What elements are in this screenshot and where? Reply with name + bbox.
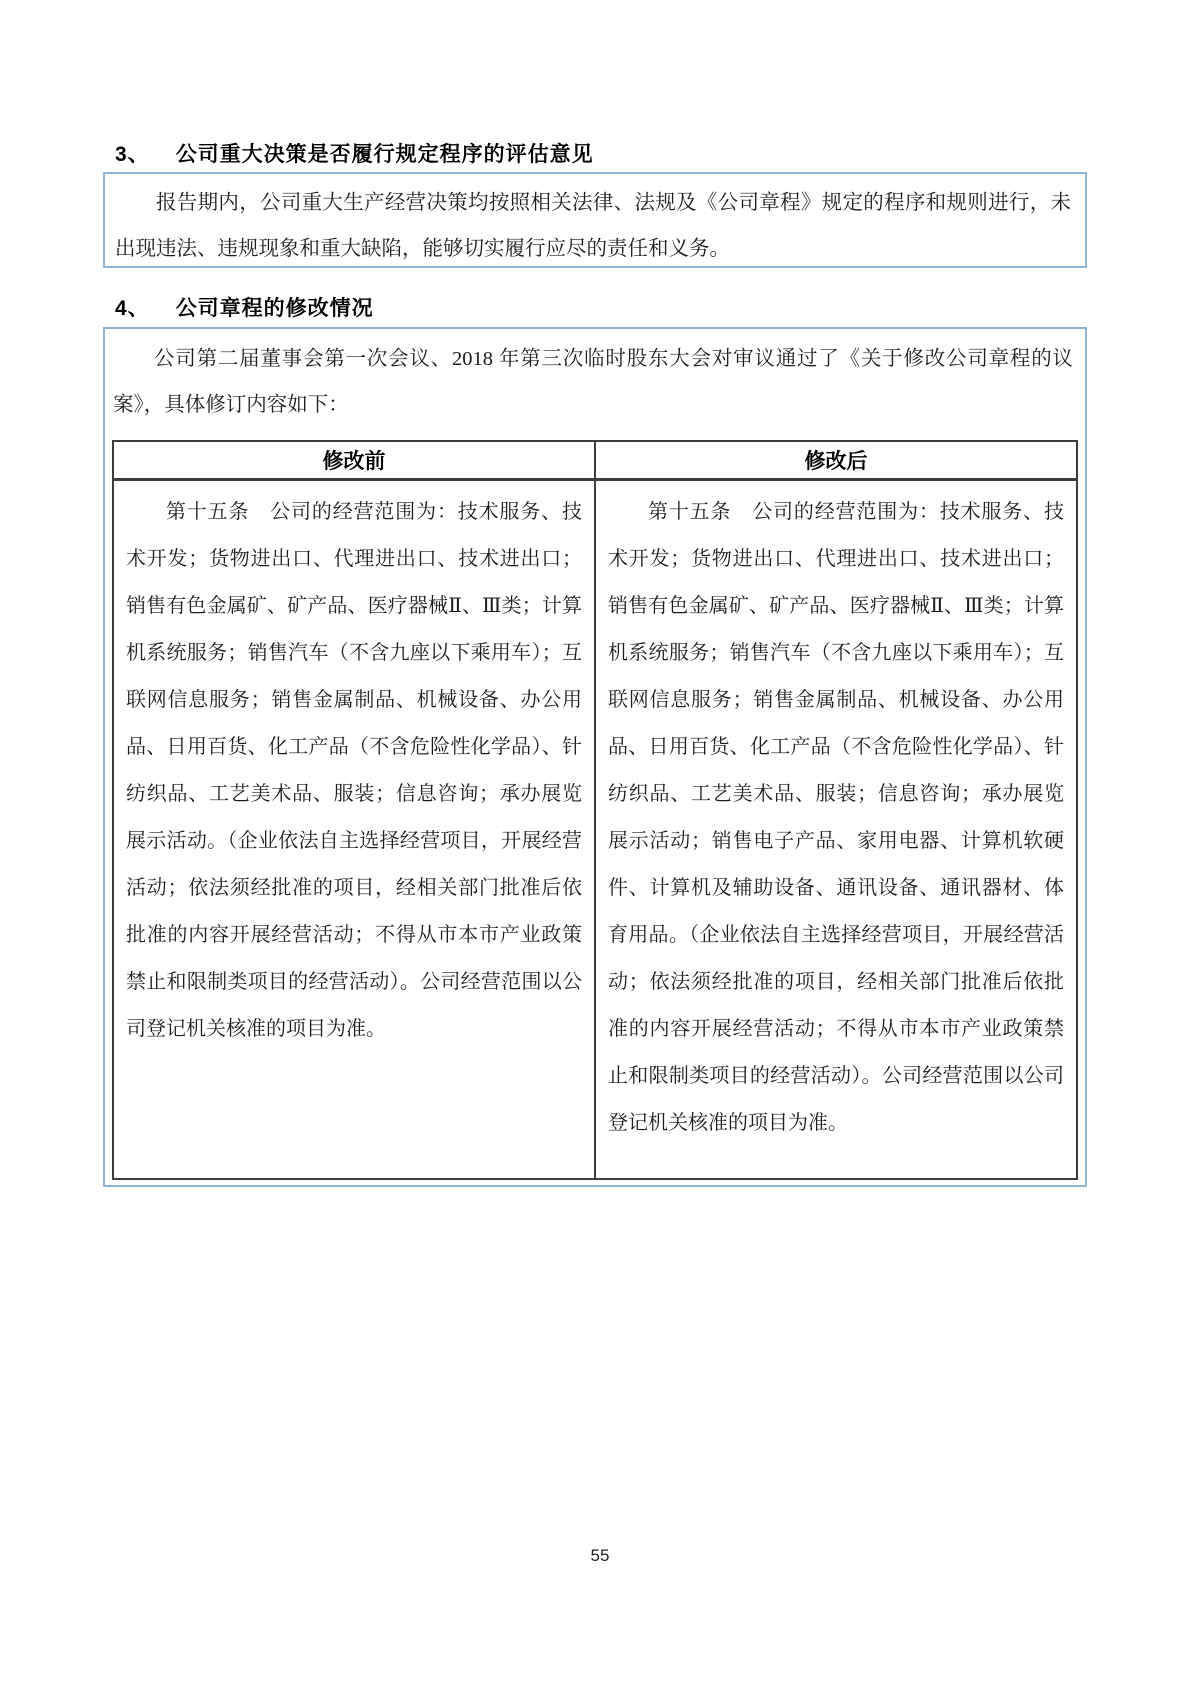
section-4-content-box xyxy=(103,327,1087,1187)
section-4-title: 公司章程的修改情况 xyxy=(175,297,374,320)
page-number: 55 xyxy=(590,1546,610,1565)
cell-after-modification xyxy=(595,479,1077,1179)
charter-modification-table xyxy=(112,440,1078,1180)
section-3-content-box xyxy=(103,172,1087,268)
section-4-heading xyxy=(115,292,374,322)
table-body-row xyxy=(113,479,1077,1179)
cell-before-modification xyxy=(113,479,595,1179)
before-modification-text: 第十五条 公司的经营范围为：技术服务、技术开发；货物进出口、代理进出口、技术进出口；销售有色金属矿、矿产品、医疗器械Ⅱ、Ⅲ类；计算机系统服务；销售汽车（不含九座以下乘用车）；互联网信息服务；销售金属制品、机械设备、办公用品、日用百货、化工产品（不含危险性化学品）、针纺织品、工艺美术品、服装；信息咨询；承办展览展示活动。（企业依法自主选择经营项目，开展经营活动；依法须经批准的项目，经相关部门批准后依批准的内容开展经营活动；不得从市本市产业政策禁止和限制类项目的经营活动）。公司经营范围以公司登记机关核准的项目为准。 xyxy=(126,500,582,1040)
section-3-paragraph: 报告期内，公司重大生产经营决策均按照相关法律、法规及《公司章程》规定的程序和规则进行，未出现违法、违规现象和重大缺陷，能够切实履行应尽的责任和义务。 xyxy=(115,192,1071,260)
column-header-after: 修改后 xyxy=(595,441,1077,479)
after-modification-text: 第十五条 公司的经营范围为：技术服务、技术开发；货物进出口、代理进出口、技术进出口；销售有色金属矿、矿产品、医疗器械Ⅱ、Ⅲ类；计算机系统服务；销售汽车（不含九座以下乘用车）；互联网信息服务；销售金属制品、机械设备、办公用品、日用百货、化工产品（不含危险性化学品）、针纺织品、工艺美术品、服装；信息咨询；承办展览展示活动；销售电子产品、家用电器、计算机软硬件、计算机及辅助设备、通讯设备、通讯器材、体育用品。（企业依法自主选择经营项目，开展经营活动；依法须经批准的项目，经相关部门批准后依批准的内容开展经营活动；不得从市本市产业政策禁止和限制类项目的经营活动）。公司经营范围以公司登记机关核准的项目为准。 xyxy=(608,500,1064,1134)
section-3-heading xyxy=(115,138,594,168)
section-3-title: 公司重大决策是否履行规定程序的评估意见 xyxy=(175,143,594,166)
column-header-before: 修改前 xyxy=(113,441,595,479)
section-3-number: 3、 xyxy=(115,143,150,166)
table-header-row xyxy=(113,441,1077,479)
section-4-intro-paragraph: 公司第二届董事会第一次会议、2018 年第三次临时股东大会对审议通过了《关于修改公司章程的议案》，具体修订内容如下： xyxy=(113,348,1073,416)
section-4-number: 4、 xyxy=(115,297,150,320)
